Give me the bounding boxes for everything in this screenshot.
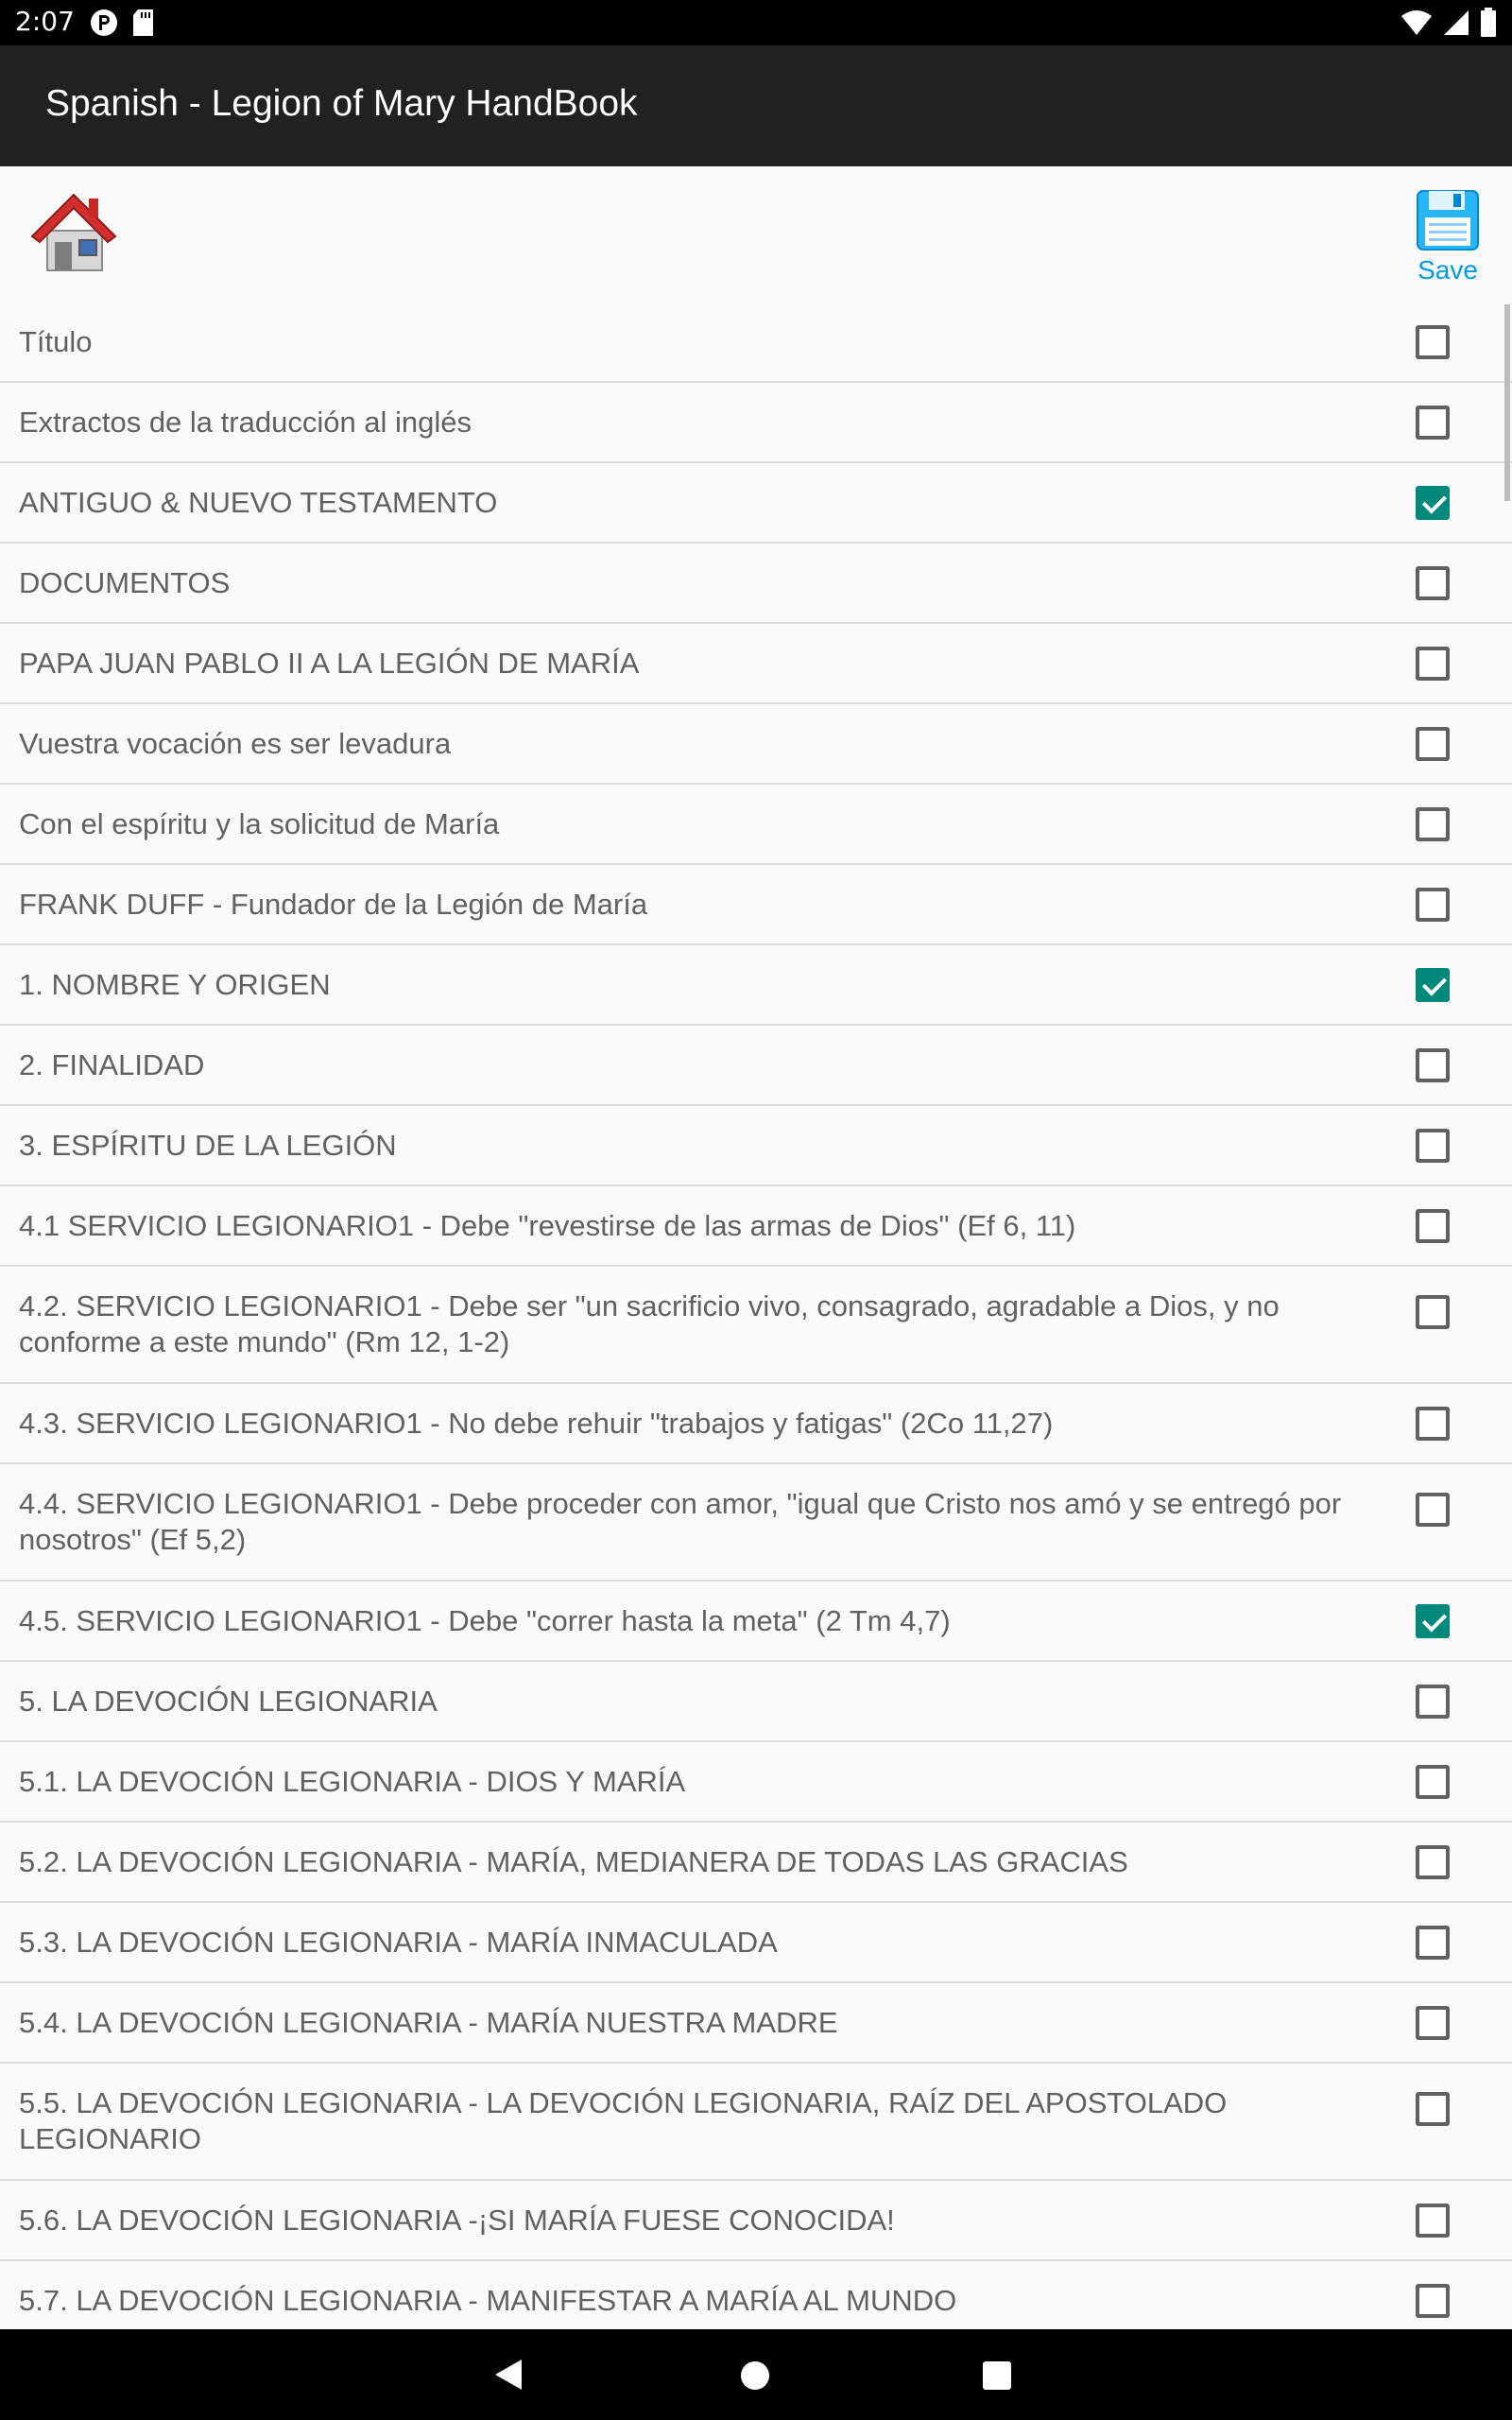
checkbox[interactable] [1416, 325, 1450, 359]
checkbox[interactable] [1416, 968, 1450, 1002]
house-icon [26, 185, 121, 280]
list-item-label: 5.2. LA DEVOCIÓN LEGIONARIA - MARÍA, MEDIANERA DE TODAS LAS GRACIAS [19, 1844, 1128, 1878]
list-item-label: Con el espíritu y la solicitud de María [19, 806, 500, 840]
list-item-label: 4.5. SERVICIO LEGIONARIO1 - Debe "correr hasta la meta" (2 Tm 4,7) [19, 1603, 951, 1637]
list-item-label: Título [19, 324, 93, 358]
wifi-icon [1400, 9, 1433, 37]
list-item[interactable] [0, 1742, 1512, 1823]
list-item[interactable] [0, 383, 1512, 463]
list-item[interactable] [0, 1026, 1512, 1106]
list-item-label: FRANK DUFF - Fundador de la Legión de María [19, 887, 648, 921]
list-item[interactable] [0, 2064, 1512, 2181]
sd-card-icon [132, 9, 155, 37]
list-item[interactable] [0, 945, 1512, 1026]
checkbox[interactable] [1416, 1926, 1450, 1960]
checkbox[interactable] [1416, 727, 1450, 761]
checkbox[interactable] [1416, 406, 1450, 440]
status-right-icons [1400, 8, 1497, 38]
checkbox[interactable] [1416, 2006, 1450, 2040]
checkbox[interactable] [1416, 647, 1450, 681]
checkbox[interactable] [1416, 1048, 1450, 1082]
checkbox[interactable] [1416, 1765, 1450, 1799]
list-item[interactable] [0, 544, 1512, 624]
checkbox[interactable] [1416, 1129, 1450, 1163]
list-item-label: 4.2. SERVICIO LEGIONARIO1 - Debe ser "un sacrificio vivo, consagrado, agradable a Dios, y no conforme a este mundo" (Rm 12, 1-2) [19, 1289, 1280, 1358]
app-bar [0, 45, 1512, 166]
checkbox[interactable] [1416, 566, 1450, 600]
list-item[interactable] [0, 1662, 1512, 1742]
list-item[interactable] [0, 785, 1512, 865]
toolbar [0, 166, 1512, 299]
checkbox[interactable] [1416, 807, 1450, 841]
pocket-icon [89, 8, 119, 38]
scrollbar-thumb[interactable] [1504, 304, 1510, 501]
save-label: Save [1418, 255, 1478, 285]
checkbox[interactable] [1416, 1407, 1450, 1441]
list-item-label: Extractos de la traducción al inglés [19, 405, 472, 439]
list-item-label: 5.5. LA DEVOCIÓN LEGIONARIA - LA DEVOCIÓN LEGIONARIA, RAÍZ DEL APOSTOLADO LEGIONARIO [19, 2086, 1228, 2155]
list-item[interactable] [0, 1106, 1512, 1186]
list-item[interactable] [0, 1823, 1512, 1903]
list-item-label: DOCUMENTOS [19, 565, 231, 599]
list-item-label: 3. ESPÍRITU DE LA LEGIÓN [19, 1128, 397, 1162]
checkbox[interactable] [1416, 1493, 1450, 1527]
status-time: 2:07 [15, 6, 75, 37]
status-bar [0, 0, 1512, 45]
list-item[interactable] [0, 704, 1512, 785]
home-icon[interactable] [741, 2361, 769, 2390]
list-item[interactable] [0, 2261, 1512, 2329]
floppy-disk-icon [1416, 189, 1480, 251]
list-item[interactable] [0, 1186, 1512, 1267]
list-item-label: 4.1 SERVICIO LEGIONARIO1 - Debe "revestirse de las armas de Dios" (Ef 6, 11) [19, 1208, 1076, 1242]
list-item-label: 4.4. SERVICIO LEGIONARIO1 - Debe proceder con amor, "igual que Cristo nos amó y se entregó por nosotros" (Ef 5,2) [19, 1487, 1342, 1556]
list-item[interactable] [0, 1384, 1512, 1464]
list-item-label: Vuestra vocación es ser levadura [19, 726, 452, 760]
checkbox[interactable] [1416, 1604, 1450, 1638]
checkbox[interactable] [1416, 1685, 1450, 1719]
list-item-label: 5.3. LA DEVOCIÓN LEGIONARIA - MARÍA INMACULADA [19, 1925, 778, 1959]
checkbox[interactable] [1416, 2204, 1450, 2238]
checkbox[interactable] [1416, 2092, 1450, 2126]
checkbox[interactable] [1416, 888, 1450, 922]
save-button[interactable] [1410, 189, 1486, 284]
list-item-label: 5.6. LA DEVOCIÓN LEGIONARIA -¡SI MARÍA FUESE CONOCIDA! [19, 2203, 895, 2237]
back-icon[interactable] [493, 2358, 524, 2392]
checkbox[interactable] [1416, 1845, 1450, 1879]
status-left-icons [89, 8, 155, 38]
home-button[interactable] [26, 185, 121, 280]
list-item-label: 2. FINALIDAD [19, 1047, 205, 1081]
list-item-label: 5. LA DEVOCIÓN LEGIONARIA [19, 1684, 438, 1718]
checkbox[interactable] [1416, 2284, 1450, 2318]
list-item-label: 5.7. LA DEVOCIÓN LEGIONARIA - MANIFESTAR A MARÍA AL MUNDO [19, 2283, 957, 2317]
list-item-label: PAPA JUAN PABLO II A LA LEGIÓN DE MARÍA [19, 646, 640, 680]
list-item[interactable] [0, 1267, 1512, 1384]
list-item[interactable] [0, 302, 1512, 383]
checkbox[interactable] [1416, 1295, 1450, 1329]
recents-icon[interactable] [983, 2361, 1011, 2390]
checkbox[interactable] [1416, 486, 1450, 520]
list-item-label: 1. NOMBRE Y ORIGEN [19, 967, 331, 1001]
list-item[interactable] [0, 1903, 1512, 1983]
list-item-label: ANTIGUO & NUEVO TESTAMENTO [19, 485, 498, 519]
list-item[interactable] [0, 2181, 1512, 2261]
list-item-label: 4.3. SERVICIO LEGIONARIO1 - No debe rehuir "trabajos y fatigas" (2Co 11,27) [19, 1406, 1054, 1440]
section-list [0, 302, 1512, 2329]
battery-icon [1480, 8, 1497, 38]
list-item[interactable] [0, 1582, 1512, 1662]
signal-icon [1442, 9, 1470, 37]
list-item[interactable] [0, 1464, 1512, 1582]
navigation-bar [0, 2329, 1512, 2420]
app-title: Spanish - Legion of Mary HandBook [45, 83, 638, 124]
list-item[interactable] [0, 463, 1512, 544]
checkbox[interactable] [1416, 1209, 1450, 1243]
list-item[interactable] [0, 1983, 1512, 2064]
list-item-label: 5.1. LA DEVOCIÓN LEGIONARIA - DIOS Y MARÍA [19, 1764, 686, 1798]
list-item[interactable] [0, 624, 1512, 704]
list-item[interactable] [0, 865, 1512, 945]
list-item-label: 5.4. LA DEVOCIÓN LEGIONARIA - MARÍA NUESTRA MADRE [19, 2005, 838, 2039]
